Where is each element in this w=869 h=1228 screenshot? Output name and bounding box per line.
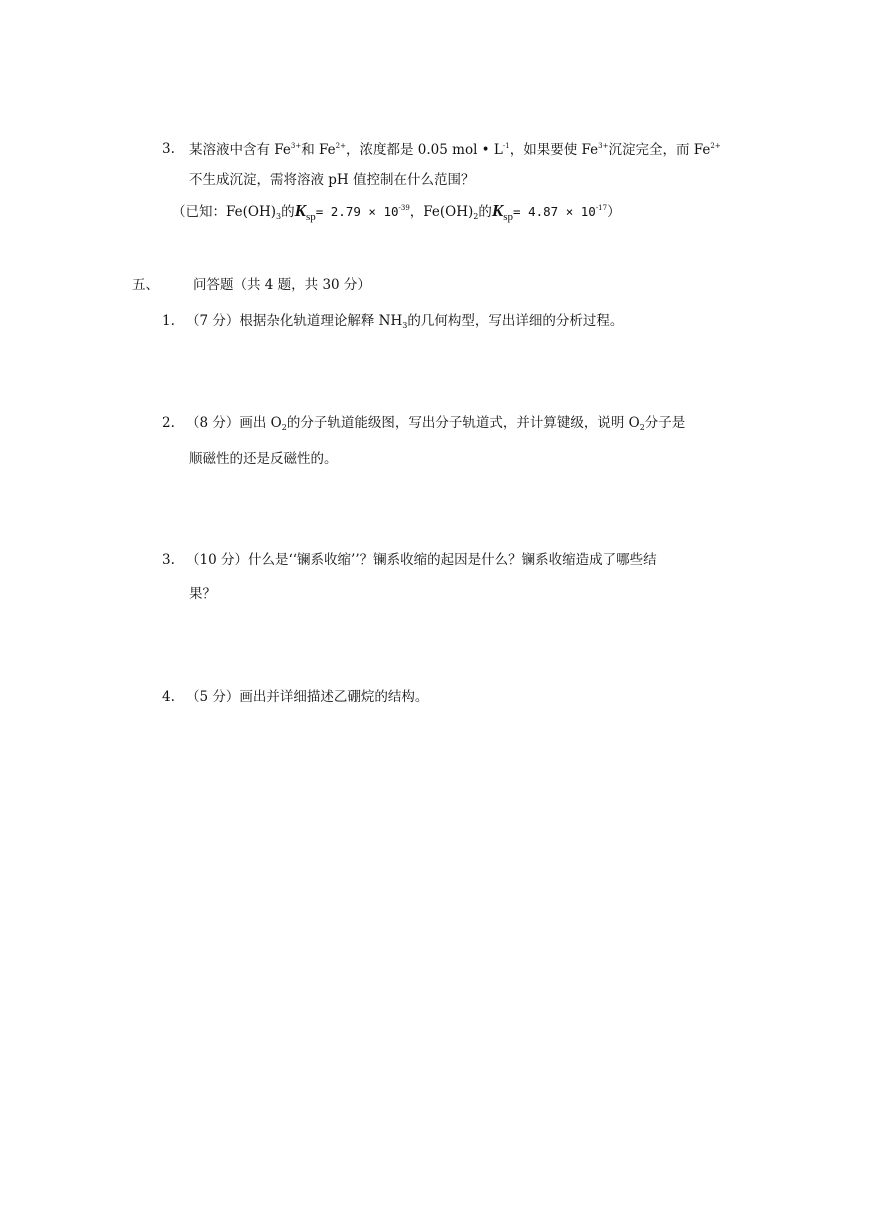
question-number: 1. [162, 313, 175, 329]
question-number: 2. [162, 415, 175, 431]
question-1-text: （7 分）根据杂化轨道理论解释 $NH_3$的几何构型，写出详细的分析过程。 [186, 313, 624, 330]
section-title: 问答题（共 4 题，共 30 分） [193, 277, 371, 293]
question-2-text: （8 分）画出 $O_2$的分子轨道能级图，写出分子轨道式，并计算键级，说明 $O_2$分子是 [186, 415, 686, 432]
section-number: 五、 [132, 277, 159, 293]
prev-question-line-2: 不生成沉淀，需将溶液 pH 值控制在什么范围？ [189, 172, 475, 188]
ksp-symbol: K [294, 201, 306, 220]
question-number: 4. [162, 689, 175, 705]
question-4-text: （5 分）画出并详细描述乙硼烷的结构。 [186, 689, 429, 705]
question-3-text: （10 分）什么是‘‘镧系收缩’’？镧系收缩的起因是什么？镧系收缩造成了哪些结 [186, 552, 657, 568]
prev-question-line-1: 某溶液中含有 $Fe^{3+}$和 $Fe^{2+}$，浓度都是 0.05 mol • $L^{-1}$，如果要使 $Fe^{3+}$沉淀完全，而 $Fe^{2+}$ [189, 142, 721, 158]
question-number: 3. [162, 552, 175, 568]
ksp-symbol: K [491, 201, 504, 220]
prev-question-given-data: （已知：$Fe(OH)_3$的$K_{sp}= 2.79 \times 10^{-39}$，$Fe(OH)_2$的$K_{sp}= 4.87 \times 10^{-17}$） [172, 201, 621, 223]
question-3-text-line-2: 果？ [189, 586, 216, 602]
prev-question-number: 3. [162, 141, 175, 157]
question-2-text-line-2: 顺磁性的还是反磁性的。 [189, 451, 338, 467]
